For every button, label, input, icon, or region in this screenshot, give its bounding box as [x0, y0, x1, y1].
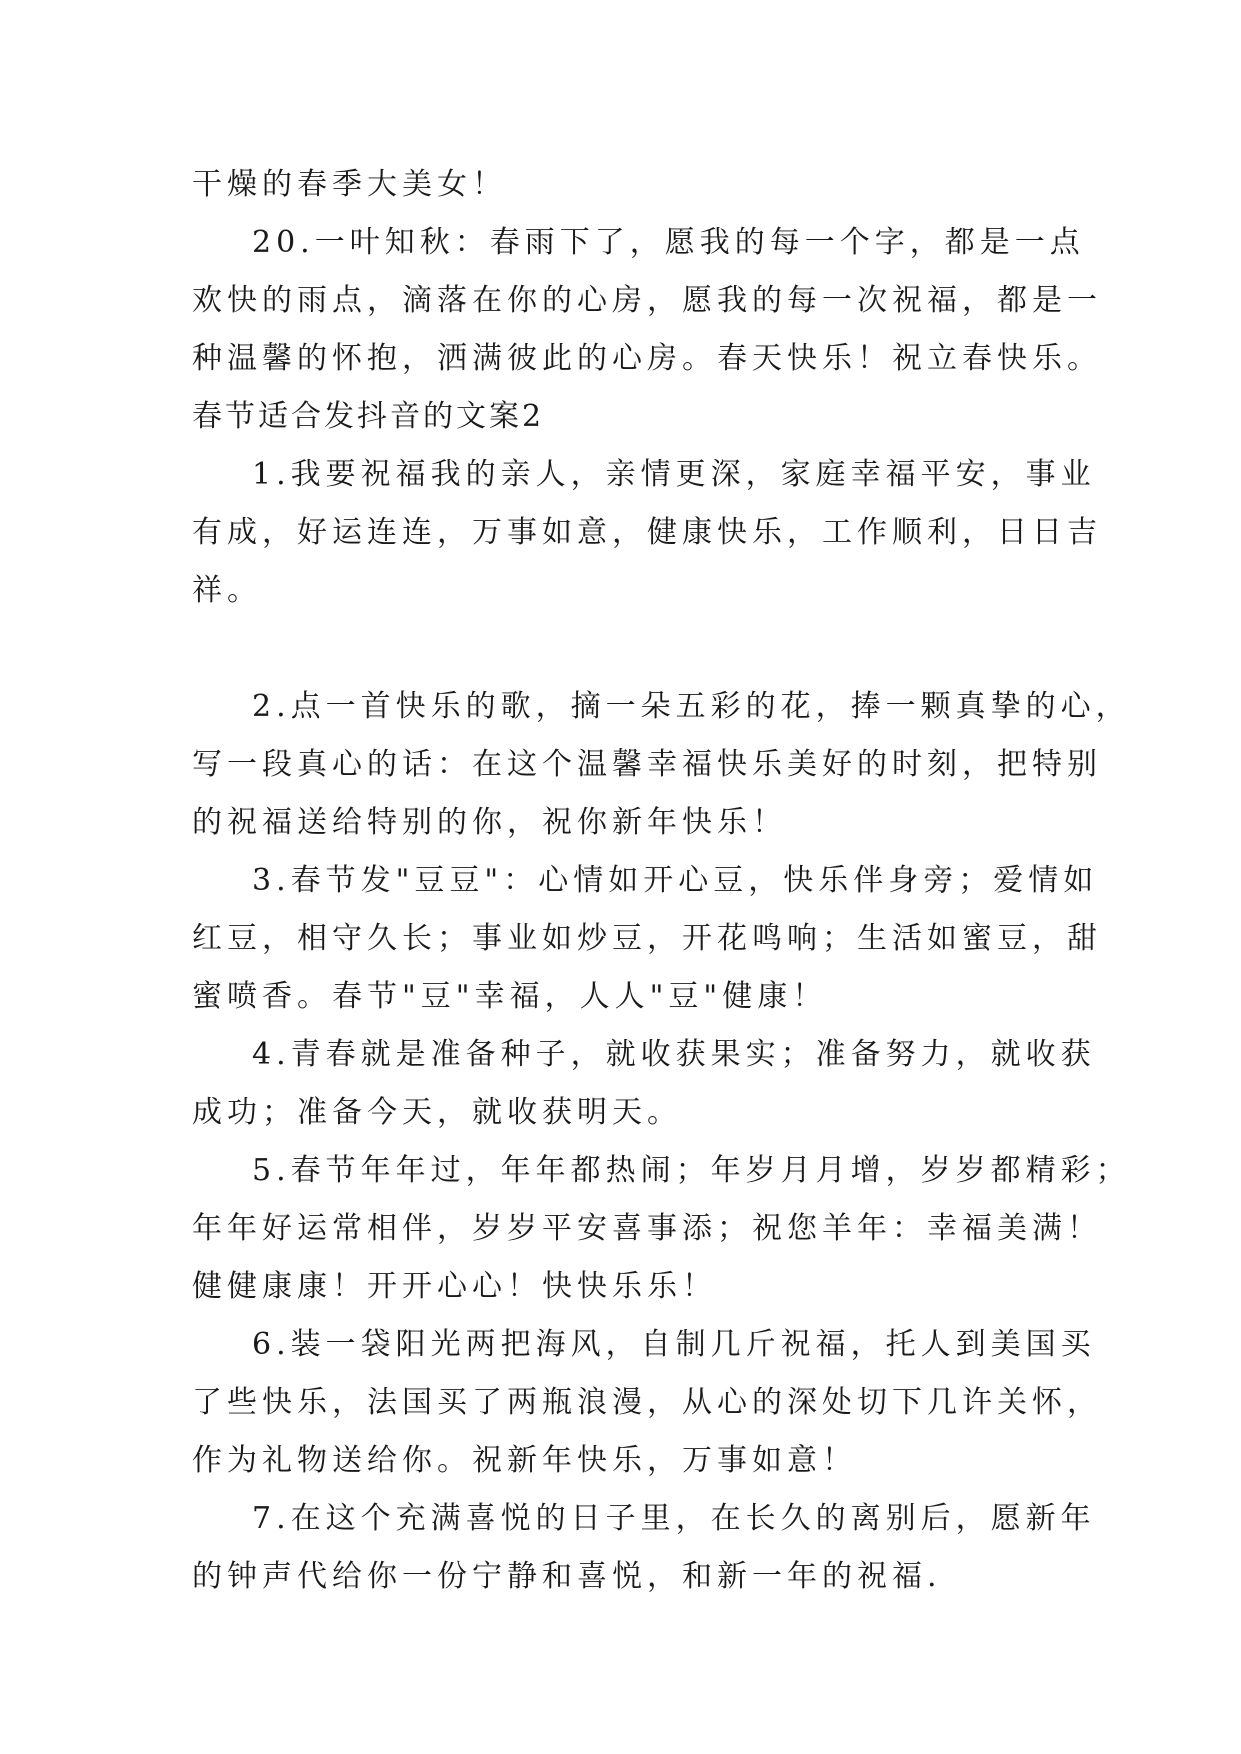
text-line: 的祝福送给特别的你，祝你新年快乐！	[192, 805, 787, 840]
text-line: 年年好运常相伴，岁岁平安喜事添；祝您羊年：幸福美满！	[192, 1211, 1102, 1246]
text-line: 祥。	[192, 573, 262, 608]
text-line: 蜜喷香。春节"豆"幸福，人人"豆"健康！	[192, 979, 828, 1014]
text-line: 6.装一袋阳光两把海风，自制几斤祝福，托人到美国买	[252, 1327, 1096, 1362]
text-line: 的钟声代给你一份宁静和喜悦，和新一年的祝福.	[192, 1559, 942, 1594]
text-line: 有成，好运连连，万事如意，健康快乐，工作顺利，日日吉	[192, 515, 1102, 550]
text-line: 1.我要祝福我的亲人，亲情更深，家庭幸福平安，事业	[252, 457, 1096, 492]
text-line: 4.青春就是准备种子，就收获果实；准备努力，就收获	[252, 1037, 1096, 1072]
text-line: 欢快的雨点，滴落在你的心房，愿我的每一次祝福，都是一	[192, 283, 1102, 318]
blank-line	[192, 620, 1061, 678]
text-line: 了些快乐，法国买了两瓶浪漫，从心的深处切下几许关怀，	[192, 1385, 1102, 1420]
text-line: 写一段真心的话：在这个温馨幸福快乐美好的时刻，把特别	[192, 747, 1102, 782]
text-line: 5.春节年年过，年年都热闹；年岁月月增，岁岁都精彩；	[252, 1153, 1131, 1188]
text-line: 作为礼物送给你。祝新年快乐，万事如意！	[192, 1443, 857, 1478]
text-line: 红豆，相守久长；事业如炒豆，开花鸣响；生活如蜜豆，甜	[192, 921, 1102, 956]
text-line: 干燥的春季大美女！	[192, 167, 507, 202]
text-line: 健健康康！开开心心！快快乐乐！	[192, 1269, 717, 1304]
section-heading: 春节适合发抖音的文案2	[192, 399, 545, 434]
text-line: 2.点一首快乐的歌，摘一朵五彩的花，捧一颗真挚的心，	[252, 689, 1131, 724]
text-line: 3.春节发"豆豆"：心情如开心豆，快乐伴身旁；爱情如	[252, 863, 1099, 898]
text-line: 20.一叶知秋：春雨下了，愿我的每一个字，都是一点	[252, 225, 1085, 260]
text-line: 成功；准备今天，就收获明天。	[192, 1095, 682, 1130]
text-line: 7.在这个充满喜悦的日子里，在长久的离别后，愿新年	[252, 1501, 1096, 1536]
text-line: 种温馨的怀抱，洒满彼此的心房。春天快乐！祝立春快乐。	[192, 341, 1102, 376]
